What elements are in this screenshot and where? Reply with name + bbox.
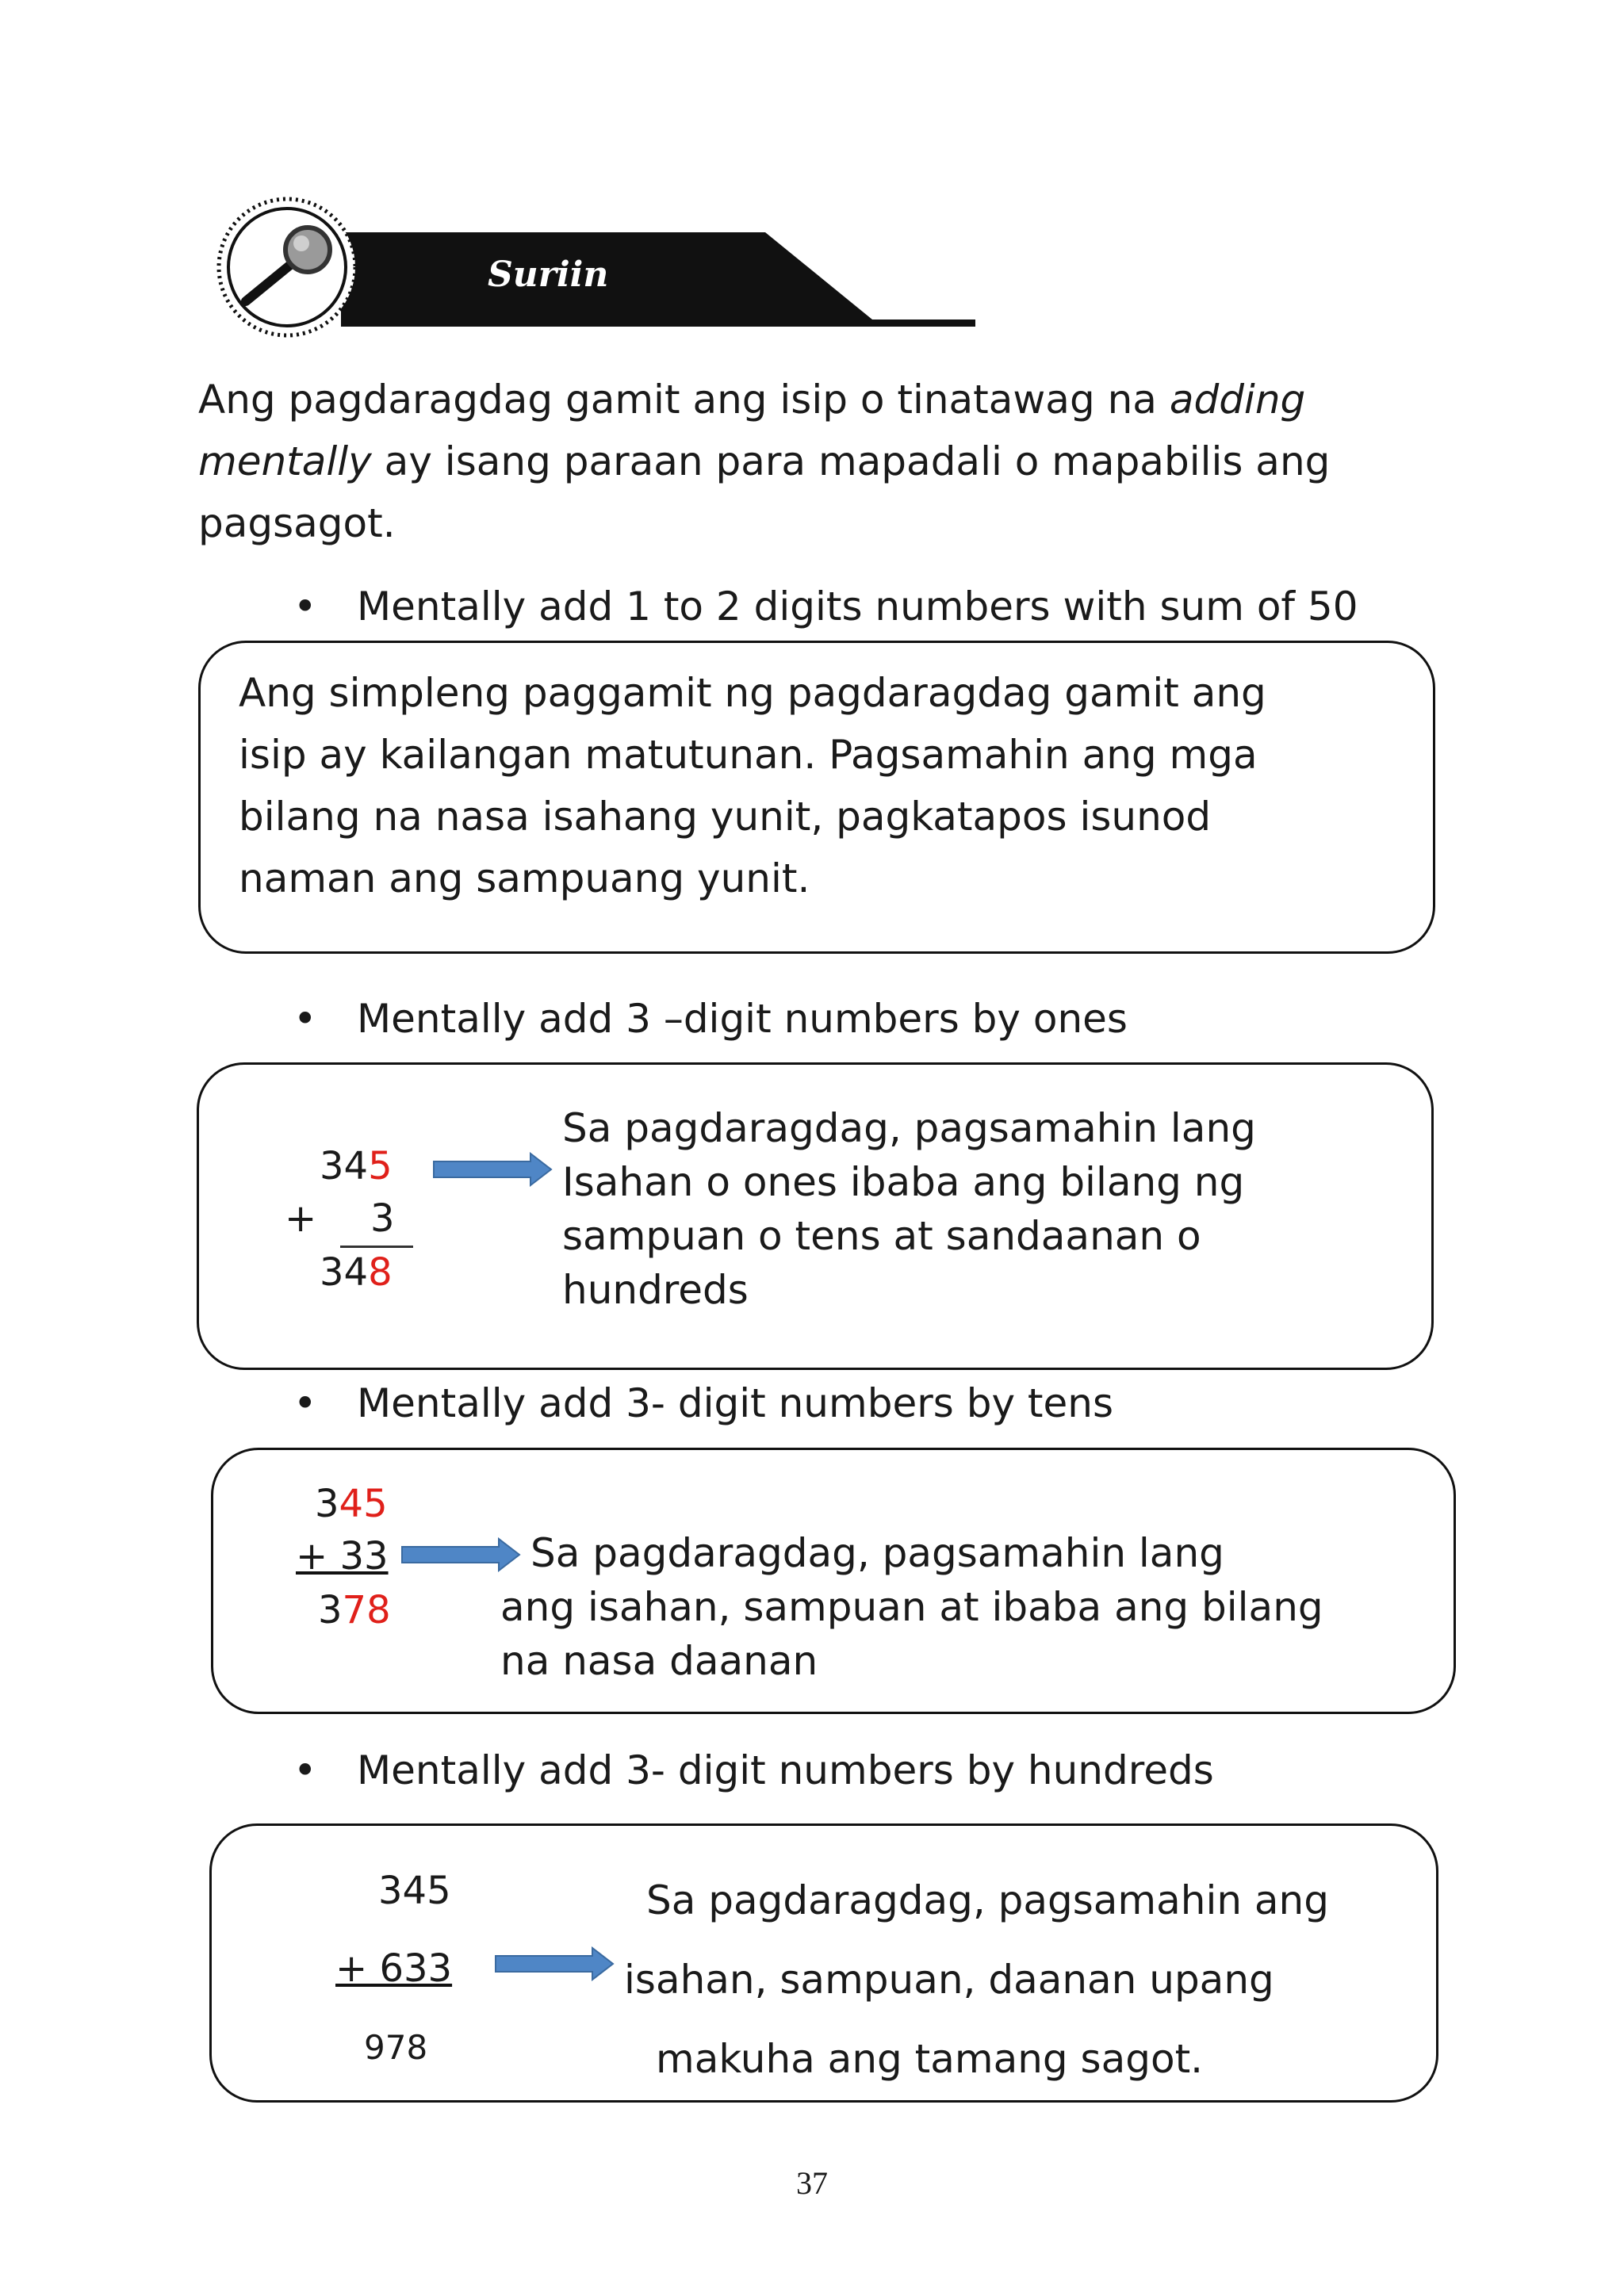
- info-box-1-text: Ang simpleng paggamit ng pagdaragdag gamit ang isip ay kailangan matutunan. Pagsamahin ang mga bilang na nasa isahang yunit, pagkatapos isunod naman ang sampuang yunit.: [239, 670, 1266, 901]
- example-tens-text: Sa pagdaragdag, pagsamahin lang ang isahan, sampuan at ibaba ang bilang na nasa daanan: [500, 1530, 1323, 1684]
- page-number: 37: [796, 2165, 828, 2201]
- intro-paragraph: [198, 369, 1451, 554]
- bullet-icon: •: [293, 1747, 317, 1793]
- intro-line-1: Ang pagdaragdag gamit ang isip o tinatawag na adding: [198, 377, 1306, 423]
- plus-sign: +: [285, 1196, 317, 1241]
- addend-top: 345: [315, 1482, 388, 1526]
- bullet-1: • Mentally add 1 to 2 digits numbers with sum of 50: [293, 579, 1358, 634]
- bullet-icon: •: [293, 584, 317, 629]
- addend-bottom: + 33: [296, 1534, 389, 1578]
- magnifier-icon: [214, 194, 361, 341]
- addend-bottom: 3: [370, 1196, 395, 1241]
- bullet-icon: •: [293, 1380, 317, 1426]
- intro-line-3: pagsagot.: [198, 500, 396, 546]
- bullet-4: • Mentally add 3- digit numbers by hundreds: [293, 1743, 1214, 1798]
- sum-line: [340, 1246, 413, 1248]
- sum: 348: [320, 1250, 393, 1295]
- bullet-icon: •: [293, 996, 317, 1042]
- bullet-2: • Mentally add 3 –digit numbers by ones: [293, 991, 1128, 1047]
- example-box-tens: [211, 1448, 1456, 1714]
- addend-bottom: + 633: [335, 1946, 453, 1991]
- example-box-hundreds: [209, 1823, 1438, 2103]
- addend-top: 345: [320, 1144, 393, 1188]
- bullet-3: • Mentally add 3- digit numbers by tens: [293, 1376, 1113, 1431]
- header-title: Suriin: [488, 254, 609, 295]
- intro-line-2: mentally ay isang paraan para mapadali o mapabilis ang: [198, 438, 1331, 484]
- arrow-right-icon: [494, 1946, 615, 1981]
- example-box-ones: [197, 1062, 1434, 1370]
- sum: 378: [318, 1588, 391, 1632]
- example-ones-text: Sa pagdaragdag, pagsamahin lang Isahan o ones ibaba ang bilang ng sampuan o tens at sandaanan o hundreds: [562, 1105, 1256, 1313]
- addend-top: 345: [378, 1869, 451, 1913]
- info-box-1: [198, 641, 1435, 954]
- example-hundreds-text: Sa pagdaragdag, pagsamahin ang isahan, sampuan, daanan upang makuha ang tamang sagot.: [624, 1877, 1329, 2082]
- section-header: [214, 194, 991, 345]
- sum: 978: [364, 2028, 428, 2067]
- arrow-right-icon: [432, 1152, 553, 1187]
